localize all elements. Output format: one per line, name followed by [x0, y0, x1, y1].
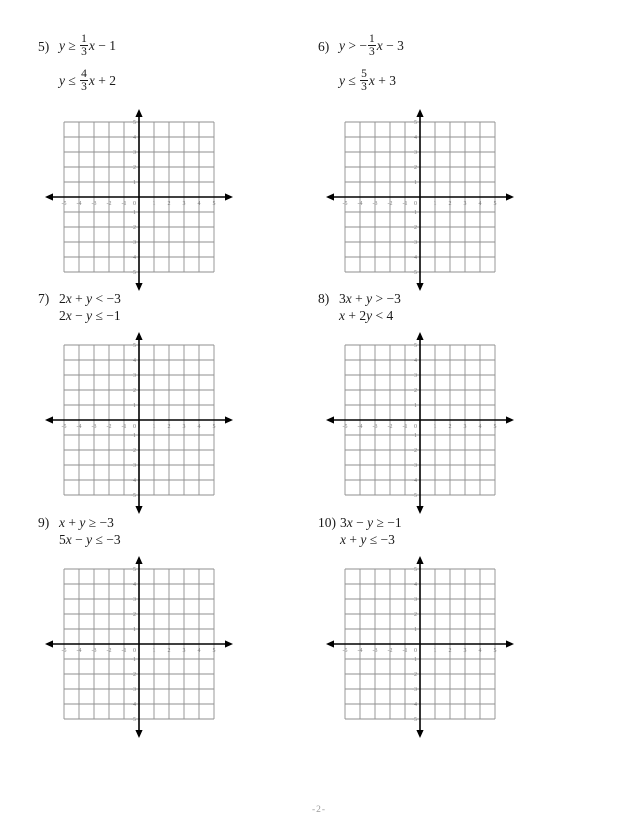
inequality-line — [340, 531, 402, 548]
svg-text:0: 0 — [133, 201, 136, 207]
svg-text:5: 5 — [493, 424, 497, 430]
math-text: y ≥ — [59, 37, 80, 53]
svg-text:-2: -2 — [131, 672, 136, 679]
page-number: -2- — [311, 805, 327, 815]
svg-text:2: 2 — [133, 388, 136, 395]
svg-text:-4: -4 — [131, 478, 136, 485]
problem-number: 6) — [318, 39, 330, 54]
inequality-line — [59, 514, 121, 531]
problem-8-inequalities — [339, 290, 401, 324]
svg-text:-1: -1 — [402, 424, 408, 430]
svg-text:4: 4 — [478, 424, 482, 430]
svg-text:2: 2 — [448, 648, 452, 654]
svg-text:3: 3 — [414, 150, 417, 157]
svg-text:5: 5 — [212, 648, 216, 654]
problem-6-inequalities — [339, 30, 404, 100]
svg-text:-5: -5 — [61, 201, 67, 207]
svg-text:-3: -3 — [91, 648, 97, 654]
svg-text:-5: -5 — [412, 270, 417, 277]
math-text: x + 2 — [88, 72, 117, 88]
problem-number: 5) — [38, 39, 50, 54]
svg-text:2: 2 — [167, 648, 171, 654]
svg-text:-2: -2 — [131, 448, 136, 455]
svg-text:5: 5 — [493, 648, 497, 654]
svg-text:4: 4 — [133, 582, 136, 589]
svg-text:-2: -2 — [387, 648, 393, 654]
fraction: $\frac{4}{3}$ — [81, 67, 87, 93]
svg-text:4: 4 — [133, 135, 136, 142]
svg-text:1: 1 — [433, 424, 437, 430]
svg-text:-4: -4 — [76, 424, 82, 430]
svg-text:5: 5 — [133, 567, 136, 574]
svg-text:0: 0 — [414, 201, 417, 207]
coordinate-grid-9 — [43, 554, 235, 740]
problem-7 — [38, 290, 121, 324]
grid-svg — [324, 554, 516, 740]
svg-text:2: 2 — [167, 424, 171, 430]
svg-text:3: 3 — [414, 597, 417, 604]
problem-5-inequalities — [59, 30, 116, 100]
svg-text:1: 1 — [133, 403, 136, 410]
svg-text:-3: -3 — [372, 424, 378, 430]
math-text: 2x + y < −3 — [59, 291, 121, 306]
inequality-line — [339, 307, 401, 324]
math-text: y ≤ — [339, 72, 360, 88]
svg-text:2: 2 — [167, 201, 171, 207]
math-text: x + y ≤ −3 — [340, 532, 395, 547]
svg-text:-4: -4 — [131, 255, 136, 262]
svg-text:-4: -4 — [357, 201, 363, 207]
grid-svg — [43, 107, 235, 293]
svg-text:2: 2 — [133, 612, 136, 619]
svg-text:-1: -1 — [412, 210, 417, 217]
problem-6 — [318, 30, 404, 100]
svg-text:4: 4 — [414, 358, 417, 365]
svg-text:-1: -1 — [131, 657, 136, 664]
grid-svg — [43, 554, 235, 740]
svg-text:1: 1 — [152, 648, 156, 654]
svg-text:-4: -4 — [412, 255, 417, 262]
fraction: $\frac{5}{3}$ — [361, 67, 367, 93]
problem-10 — [318, 514, 402, 548]
svg-text:3: 3 — [133, 150, 136, 157]
svg-text:1: 1 — [414, 627, 417, 634]
svg-text:-4: -4 — [357, 648, 363, 654]
svg-text:5: 5 — [212, 201, 216, 207]
math-text: x + y ≥ −3 — [59, 515, 114, 530]
inequality-line — [59, 290, 121, 307]
svg-text:-4: -4 — [412, 478, 417, 485]
svg-text:-2: -2 — [412, 225, 417, 232]
inequality-line — [59, 531, 121, 548]
svg-text:2: 2 — [448, 201, 452, 207]
svg-text:-2: -2 — [106, 424, 112, 430]
svg-text:-5: -5 — [342, 201, 348, 207]
svg-text:2: 2 — [133, 165, 136, 172]
svg-text:3: 3 — [463, 201, 467, 207]
svg-text:1: 1 — [433, 648, 437, 654]
math-text: 3x − y ≥ −1 — [340, 515, 402, 530]
svg-text:3: 3 — [182, 201, 186, 207]
svg-text:-5: -5 — [412, 717, 417, 724]
grid-svg — [324, 330, 516, 516]
svg-text:-3: -3 — [412, 463, 417, 470]
svg-text:-1: -1 — [412, 657, 417, 664]
problem-7-inequalities — [59, 290, 121, 324]
svg-text:-3: -3 — [372, 201, 378, 207]
svg-text:-4: -4 — [76, 201, 82, 207]
coordinate-grid-8 — [324, 330, 516, 516]
svg-text:3: 3 — [182, 424, 186, 430]
svg-text:2: 2 — [414, 165, 417, 172]
svg-text:-4: -4 — [131, 702, 136, 709]
inequality-line — [340, 514, 402, 531]
coordinate-grid-10 — [324, 554, 516, 740]
svg-text:-5: -5 — [131, 717, 136, 724]
svg-text:5: 5 — [133, 120, 136, 127]
svg-text:-4: -4 — [357, 424, 363, 430]
svg-text:-3: -3 — [372, 648, 378, 654]
svg-text:4: 4 — [414, 135, 417, 142]
svg-text:2: 2 — [414, 612, 417, 619]
math-text: x − 3 — [376, 37, 404, 53]
svg-text:0: 0 — [133, 648, 136, 654]
svg-text:-5: -5 — [131, 493, 136, 500]
inequality-line — [59, 65, 116, 96]
svg-text:-3: -3 — [412, 240, 417, 247]
svg-text:-1: -1 — [412, 433, 417, 440]
svg-text:2: 2 — [414, 388, 417, 395]
svg-text:3: 3 — [133, 597, 136, 604]
svg-text:-1: -1 — [402, 201, 408, 207]
svg-text:-3: -3 — [91, 424, 97, 430]
svg-text:4: 4 — [478, 201, 482, 207]
svg-text:-5: -5 — [61, 424, 67, 430]
svg-text:5: 5 — [212, 424, 216, 430]
svg-text:1: 1 — [152, 201, 156, 207]
svg-text:-1: -1 — [402, 648, 408, 654]
problem-number: 7) — [38, 291, 50, 306]
problem-number: 10) — [318, 515, 336, 530]
inequality-line — [339, 65, 404, 96]
svg-text:5: 5 — [414, 567, 417, 574]
grid-svg — [43, 330, 235, 516]
math-text: 5x − y ≤ −3 — [59, 532, 121, 547]
svg-text:1: 1 — [433, 201, 437, 207]
inequality-line — [339, 290, 401, 307]
math-text: y ≤ — [59, 72, 80, 88]
svg-text:-5: -5 — [61, 648, 67, 654]
svg-text:-3: -3 — [91, 201, 97, 207]
svg-text:4: 4 — [133, 358, 136, 365]
svg-text:3: 3 — [463, 648, 467, 654]
math-text: x + 2y < 4 — [339, 308, 394, 323]
svg-text:4: 4 — [197, 201, 201, 207]
svg-text:5: 5 — [133, 343, 136, 350]
svg-text:-5: -5 — [412, 493, 417, 500]
svg-text:4: 4 — [414, 582, 417, 589]
problem-8 — [318, 290, 401, 324]
inequality-line — [339, 30, 404, 61]
svg-text:3: 3 — [133, 373, 136, 380]
problem-number: 8) — [318, 291, 330, 306]
svg-text:-2: -2 — [387, 201, 393, 207]
inequality-line — [59, 307, 121, 324]
svg-text:-3: -3 — [131, 240, 136, 247]
math-text: x − 1 — [88, 37, 117, 53]
math-text: 2x − y ≤ −1 — [59, 308, 121, 323]
svg-text:5: 5 — [414, 120, 417, 127]
problem-9-inequalities — [59, 514, 121, 548]
math-text: y > − — [339, 37, 367, 53]
math-text: x + 3 — [368, 72, 397, 88]
svg-text:5: 5 — [493, 201, 497, 207]
coordinate-grid-5 — [43, 107, 235, 293]
svg-text:1: 1 — [133, 180, 136, 187]
fraction: $\frac{1}{3}$ — [368, 32, 375, 58]
svg-text:-3: -3 — [131, 687, 136, 694]
svg-text:-4: -4 — [412, 702, 417, 709]
svg-text:-5: -5 — [342, 424, 348, 430]
problem-9 — [38, 514, 121, 548]
svg-text:4: 4 — [478, 648, 482, 654]
svg-text:-2: -2 — [131, 225, 136, 232]
svg-text:-1: -1 — [121, 424, 127, 430]
math-text: 3x + y > −3 — [339, 291, 401, 306]
svg-text:1: 1 — [414, 403, 417, 410]
svg-text:0: 0 — [133, 424, 136, 430]
coordinate-grid-6 — [324, 107, 516, 293]
svg-text:1: 1 — [414, 180, 417, 187]
svg-text:-5: -5 — [131, 270, 136, 277]
problem-10-inequalities — [340, 514, 402, 548]
svg-text:3: 3 — [182, 648, 186, 654]
svg-text:0: 0 — [414, 424, 417, 430]
svg-text:4: 4 — [197, 648, 201, 654]
svg-text:0: 0 — [414, 648, 417, 654]
svg-text:-2: -2 — [412, 448, 417, 455]
grid-svg — [324, 107, 516, 293]
svg-text:3: 3 — [414, 373, 417, 380]
svg-text:-2: -2 — [387, 424, 393, 430]
svg-text:-1: -1 — [121, 648, 127, 654]
svg-text:-1: -1 — [121, 201, 127, 207]
problem-5 — [38, 30, 116, 100]
svg-text:-3: -3 — [412, 687, 417, 694]
svg-text:-3: -3 — [131, 463, 136, 470]
svg-text:-1: -1 — [131, 210, 136, 217]
svg-text:-5: -5 — [342, 648, 348, 654]
svg-text:3: 3 — [463, 424, 467, 430]
problem-number: 9) — [38, 515, 50, 530]
svg-text:1: 1 — [133, 627, 136, 634]
svg-text:-2: -2 — [412, 672, 417, 679]
svg-text:1: 1 — [152, 424, 156, 430]
inequality-line — [59, 30, 116, 61]
svg-text:4: 4 — [197, 424, 201, 430]
svg-text:5: 5 — [414, 343, 417, 350]
svg-text:-1: -1 — [131, 433, 136, 440]
coordinate-grid-7 — [43, 330, 235, 516]
svg-text:-2: -2 — [106, 648, 112, 654]
svg-text:2: 2 — [448, 424, 452, 430]
svg-text:-4: -4 — [76, 648, 82, 654]
fraction: $\frac{1}{3}$ — [81, 32, 87, 58]
svg-text:-2: -2 — [106, 201, 112, 207]
